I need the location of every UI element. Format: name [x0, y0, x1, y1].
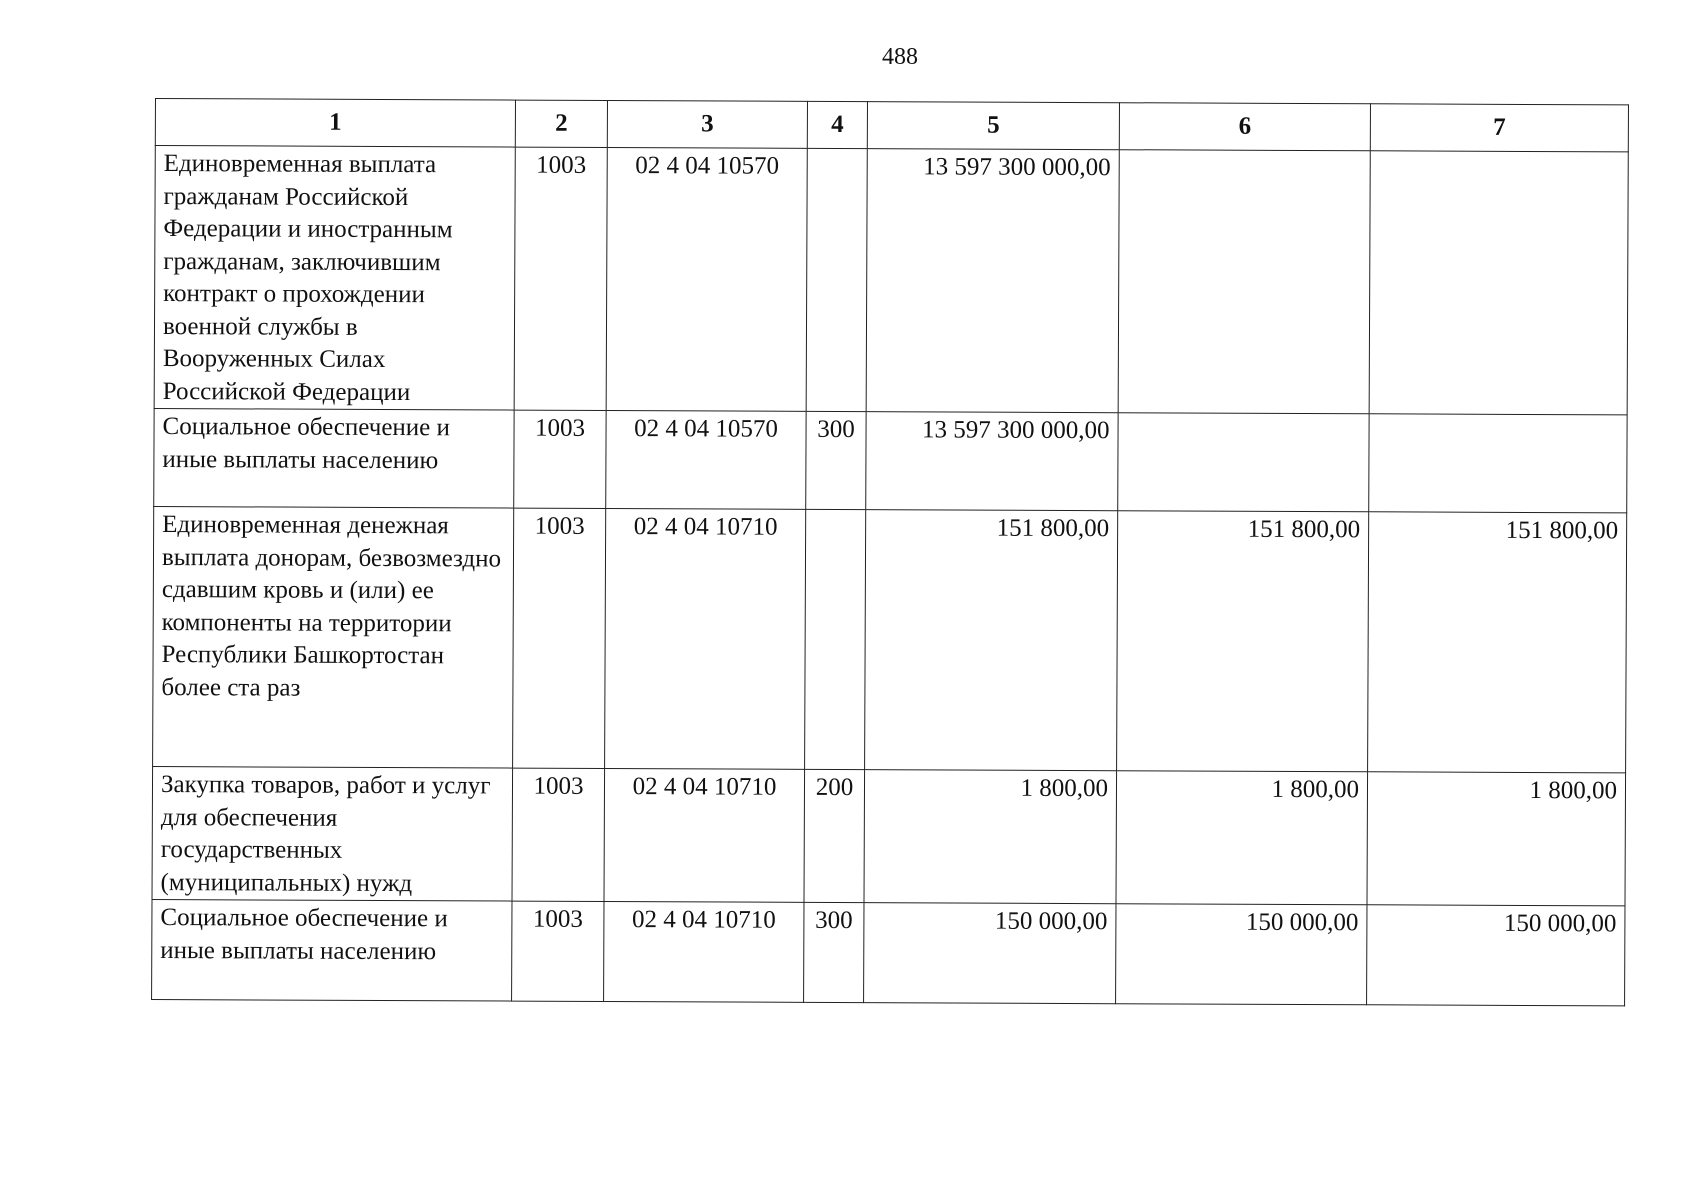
row-name: Закупка товаров, работ и услуг для обеспечения государственных (муниципальных) нужд [152, 766, 513, 901]
row-amount-6: 151 800,00 [1117, 511, 1369, 772]
header-row [155, 99, 1628, 152]
row-amount-5: 13 597 300 000,00 [866, 412, 1118, 511]
column-header-3: 3 [607, 100, 807, 148]
row-section-code: 1003 [514, 147, 607, 410]
row-name: Единовременная денежная выплата донорам, безвозмездно сдавшим кровь и (или) ее компоненты на территории Республики Башкортостан более ста раз [153, 506, 514, 768]
budget-table [151, 98, 1629, 1006]
row-amount-6: 1 800,00 [1116, 771, 1368, 905]
row-amount-7: 151 800,00 [1368, 512, 1627, 773]
table-row [153, 506, 1627, 772]
row-amount-7: 1 800,00 [1367, 772, 1626, 906]
row-amount-5: 13 597 300 000,00 [866, 149, 1119, 413]
row-target-code: 02 4 04 10710 [605, 508, 806, 769]
row-type-code: 300 [806, 411, 866, 509]
page-number: 488 [882, 44, 918, 70]
row-amount-5: 150 000,00 [864, 903, 1116, 1004]
row-name: Социальное обеспечение и иные выплаты населению [154, 408, 514, 508]
row-name: Социальное обеспечение и иные выплаты населению [152, 899, 512, 1001]
row-target-code: 02 4 04 10710 [604, 768, 805, 902]
row-amount-6 [1118, 413, 1369, 512]
row-amount-7 [1369, 414, 1627, 513]
row-section-code: 1003 [514, 410, 606, 508]
column-header-6: 6 [1119, 103, 1370, 151]
row-amount-6 [1118, 150, 1370, 414]
row-amount-6: 150 000,00 [1116, 904, 1367, 1005]
row-amount-5: 1 800,00 [864, 770, 1117, 904]
column-header-1: 1 [155, 99, 515, 148]
column-header-4: 4 [807, 101, 867, 148]
column-header-7: 7 [1370, 104, 1628, 152]
row-amount-7: 150 000,00 [1367, 905, 1625, 1006]
row-type-code: 300 [804, 902, 864, 1002]
row-section-code: 1003 [512, 901, 604, 1001]
row-type-code [805, 509, 866, 769]
row-amount-5: 151 800,00 [865, 510, 1118, 771]
row-target-code: 02 4 04 10570 [606, 410, 806, 509]
row-amount-7 [1369, 151, 1628, 415]
table-row [152, 766, 1626, 905]
table-row [154, 408, 1627, 512]
row-section-code: 1003 [513, 508, 606, 768]
table-row [152, 899, 1625, 1005]
table-row [154, 146, 1628, 415]
column-header-2: 2 [515, 100, 607, 147]
row-name: Единовременная выплата гражданам Российской Федерации и иностранным гражданам, заключившим контракт о прохождении военной службы в Вооруженных Силах Российской Федерации [154, 146, 515, 411]
row-target-code: 02 4 04 10570 [606, 147, 807, 411]
row-type-code: 200 [804, 769, 865, 902]
row-target-code: 02 4 04 10710 [604, 901, 804, 1002]
row-type-code [806, 148, 867, 411]
column-header-5: 5 [867, 102, 1119, 150]
row-section-code: 1003 [512, 768, 605, 901]
